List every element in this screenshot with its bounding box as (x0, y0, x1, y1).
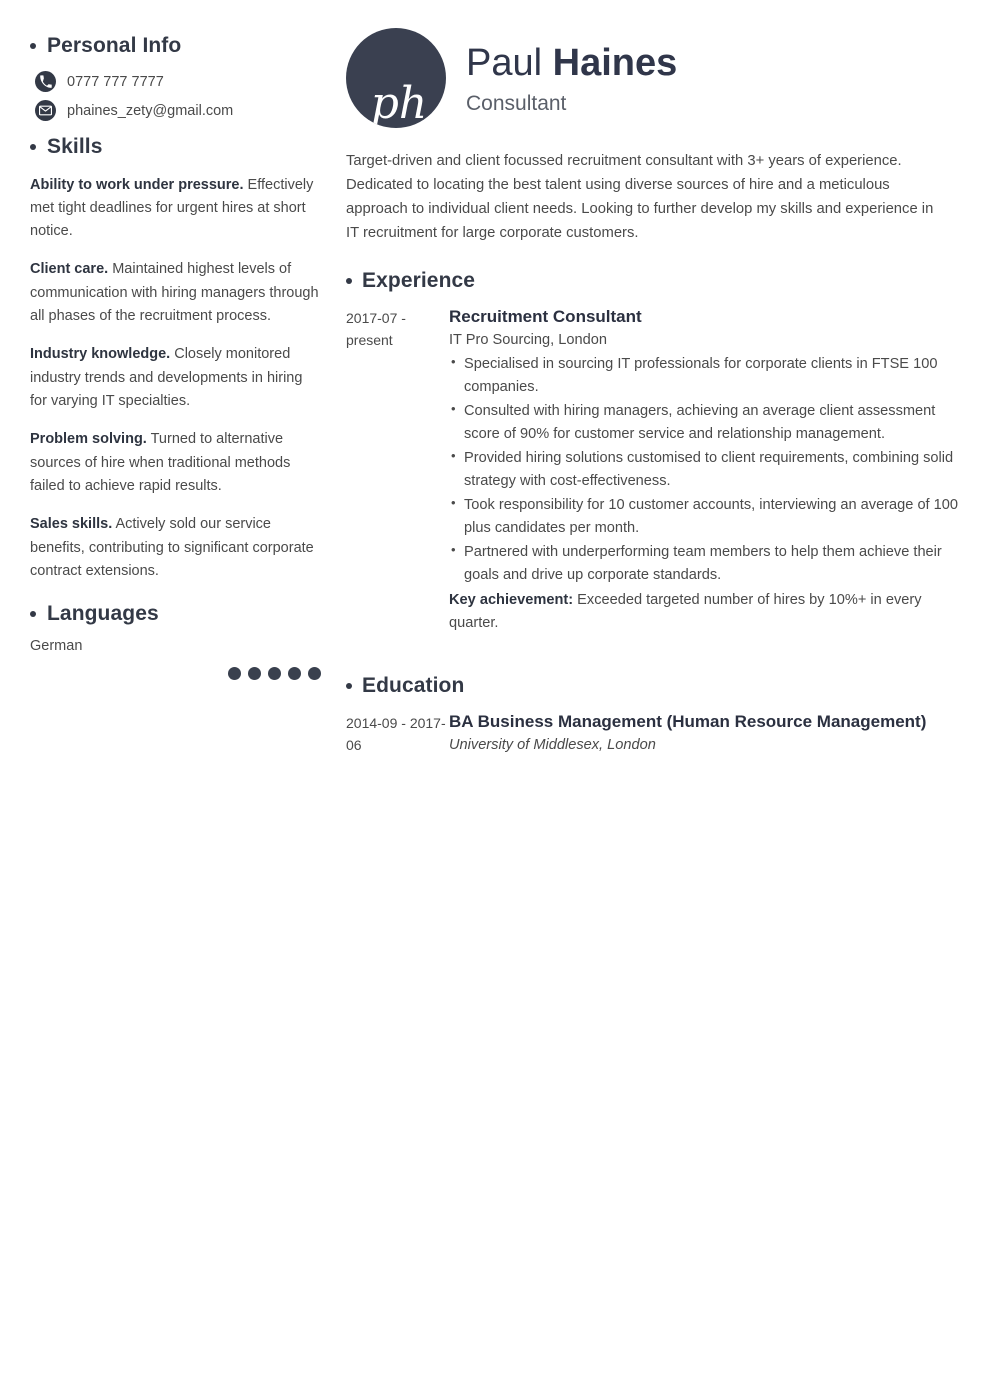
experience-job-title: Recruitment Consultant (449, 307, 642, 327)
experience-dates: 2017-07 - present (346, 310, 406, 349)
avatar-initials: ph (370, 78, 428, 128)
section-experience (346, 269, 960, 649)
education-heading (346, 674, 960, 698)
contact-list (30, 71, 322, 121)
skill-title: Client care. (30, 261, 109, 278)
experience-bullet: • Specialised in sourcing IT professionals for corporate clients in FTSE 100 companies. (449, 353, 960, 399)
experience-company: IT Pro Sourcing, London (449, 332, 607, 349)
experience-body (449, 306, 960, 649)
experience-bullet: • Consulted with hiring managers, achieving an average client assessment score of 90% for customer service and relationship management. (449, 400, 960, 446)
contact-item-email[interactable] (30, 100, 322, 121)
skill-item (30, 343, 322, 413)
section-languages (30, 602, 322, 680)
language-rating (30, 667, 322, 680)
name-block (466, 28, 677, 116)
experience-heading (346, 269, 960, 293)
job-title: Consultant (466, 91, 567, 115)
professional-summary: Target-driven and client focussed recruitment consultant with 3+ years of experience. Dedicated to locating the best talent using diverse sources of hire and a meticulous approach to individual client needs. Looking to further develop my skills and experience in IT recruitment for large corporate customers. (346, 153, 934, 242)
education-entry (346, 711, 960, 756)
bullet-dot-icon (30, 43, 36, 49)
page-title (466, 44, 677, 84)
bullet-dot-icon (30, 144, 36, 150)
language-name: German (30, 637, 83, 654)
rating-pip (248, 667, 261, 680)
key-achievement-text: Exceeded targeted number of hires by 10%+ in every quarter. (449, 592, 922, 632)
skill-title: Problem solving. (30, 431, 147, 448)
envelope-icon (35, 100, 56, 121)
section-education (346, 674, 960, 756)
experience-entry (346, 306, 960, 649)
experience-bullet: • Provided hiring solutions customised to client requirements, combining solid strategy with cost-effectiveness. (449, 447, 960, 493)
education-institution: University of Middlesex, London (449, 736, 656, 753)
education-dates: 2014-09 - 2017-06 (346, 714, 446, 753)
rating-pip (268, 667, 281, 680)
skill-title: Industry knowledge. (30, 346, 171, 363)
skill-item (30, 513, 322, 583)
contact-email-value: phaines_zety@gmail.com (67, 102, 234, 119)
experience-heading-label: Experience (362, 269, 476, 293)
rating-pip (288, 667, 301, 680)
section-personal-info (30, 34, 322, 121)
key-achievement-label: Key achievement: (449, 592, 574, 609)
education-heading-label: Education (362, 673, 465, 697)
skill-item (30, 258, 322, 328)
bullet-dot-icon (346, 278, 352, 284)
key-achievement (449, 589, 960, 635)
resume-header (346, 28, 960, 128)
bullet-dot-icon (30, 611, 36, 617)
phone-icon (35, 71, 56, 92)
skills-list (30, 174, 322, 584)
contact-item-phone[interactable] (30, 71, 322, 92)
sidebar-column (30, 28, 322, 680)
education-degree: BA Business Management (Human Resource Management) (449, 711, 927, 731)
contact-phone-value: 0777 777 7777 (67, 73, 164, 90)
skill-item (30, 428, 322, 498)
skill-description: Maintained highest levels of communication with hiring managers through all phases of the recruitment process. (30, 261, 319, 325)
experience-bullet: • Partnered with underperforming team members to help them achieve their goals and drive up corporate standards. (449, 541, 960, 587)
skill-title: Ability to work under pressure. (30, 176, 244, 193)
last-name: Haines (552, 42, 678, 84)
rating-pip (308, 667, 321, 680)
skill-description: Closely monitored industry trends and developments in hiring for varying IT specialties. (30, 346, 303, 410)
skill-description: Turned to alternative sources of hire when traditional methods failed to achieve rapid results. (30, 431, 291, 495)
personal-info-heading-label: Personal Info (47, 34, 182, 57)
first-name: Paul (466, 42, 543, 84)
personal-info-heading (30, 34, 322, 58)
main-column (322, 28, 960, 756)
language-item (30, 638, 322, 680)
skill-description: Actively sold our service benefits, contributing to significant corporate contract extensions. (30, 516, 314, 580)
languages-heading (30, 602, 322, 626)
languages-heading-label: Languages (47, 601, 159, 625)
rating-pip (228, 667, 241, 680)
experience-bullet: • Took responsibility for 10 customer accounts, interviewing an average of 100 plus candidates per month. (449, 494, 960, 540)
avatar (346, 28, 446, 128)
skill-description: Effectively met tight deadlines for urgent hires at short notice. (30, 176, 314, 240)
experience-bullets (449, 353, 960, 586)
education-body (449, 711, 960, 756)
skill-title: Sales skills. (30, 516, 113, 533)
skills-heading-label: Skills (47, 135, 103, 158)
section-skills (30, 135, 322, 584)
skill-item (30, 174, 322, 244)
bullet-dot-icon (346, 683, 352, 689)
skills-heading (30, 135, 322, 159)
